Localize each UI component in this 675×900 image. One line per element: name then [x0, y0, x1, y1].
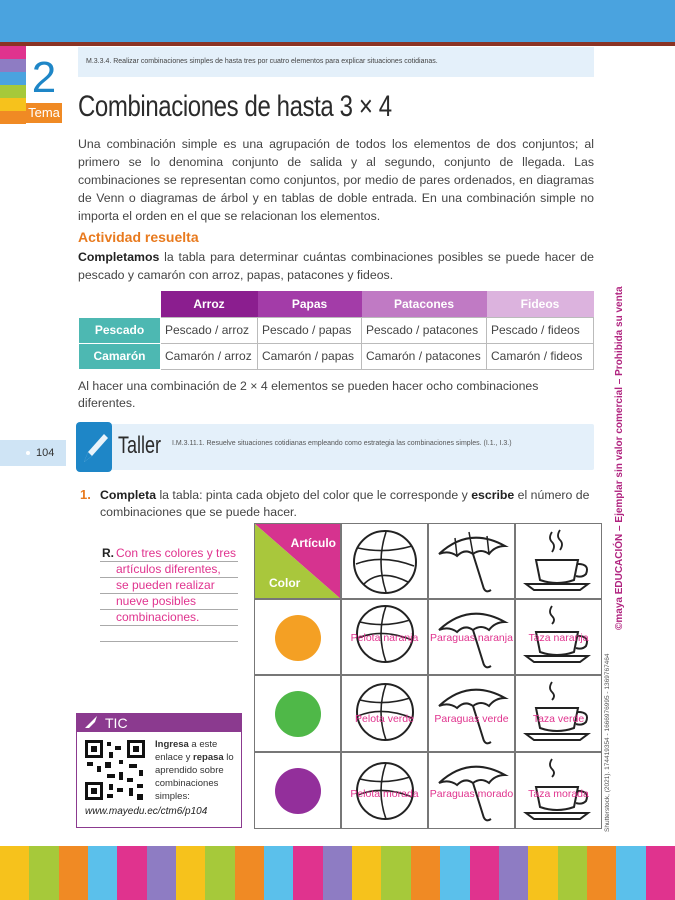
- footer-stripe: [88, 846, 117, 900]
- stripe: [0, 46, 26, 59]
- combo-cell[interactable]: [341, 599, 428, 675]
- footer-stripe: [352, 846, 381, 900]
- combo-label: Pelota morada: [350, 788, 419, 800]
- tema-number: 2: [31, 53, 57, 102]
- answer-label: R.: [102, 546, 114, 560]
- cup-icon: [516, 524, 603, 600]
- answer-line[interactable]: [100, 626, 238, 642]
- answer-line[interactable]: se pueden realizar: [100, 578, 238, 594]
- combo-label: Taza morada: [528, 788, 589, 800]
- table-cell: Camarón / arroz: [161, 343, 258, 369]
- question-text: [100, 487, 590, 521]
- conclusion-text: Al hacer una combinación de 2 × 4 elementos se pueden hacer ocho combinaciones diferentes.: [78, 379, 539, 410]
- row-header: Camarón: [79, 343, 161, 369]
- footer-stripe: [147, 846, 176, 900]
- color-cell-orange: [254, 599, 341, 675]
- taller-skill: I.M.3.11.1. Resuelve situaciones cotidianas empleando como estrategia las combinaciones simples. (I.1., I.3.): [172, 440, 512, 447]
- tic-text-a: a este enlace y: [155, 739, 218, 763]
- footer-stripe: [323, 846, 352, 900]
- question-middle: la tabla: pinta cada objeto del color que le corresponde y: [156, 488, 472, 502]
- color-cell-green: [254, 675, 341, 752]
- header-articulo: Artículo: [290, 536, 336, 550]
- table-cell: Camarón / patacones: [362, 343, 487, 369]
- combo-label: Pelota verde: [355, 713, 414, 725]
- skill-banner: M.3.3.4. Realizar combinaciones simples de hasta tres por cuatro elementos para explicar situaciones cotidianas.: [78, 47, 594, 77]
- table-cell: Pescado / patacones: [362, 317, 487, 343]
- stripe: [0, 98, 26, 111]
- footer-stripe: [205, 846, 234, 900]
- footer-stripe: [293, 846, 322, 900]
- table-header: Arroz: [161, 291, 258, 317]
- color-stripes: [0, 46, 26, 124]
- page-number: 104: [36, 447, 55, 459]
- combo-cell[interactable]: [428, 599, 515, 675]
- tic-text: [155, 738, 239, 803]
- combo-label: Paraguas naranja: [430, 632, 513, 644]
- orange-dot-icon: [255, 600, 342, 676]
- footer-stripe: [29, 846, 58, 900]
- table-cell: Pescado / arroz: [161, 317, 258, 343]
- combo-cell[interactable]: [428, 675, 515, 752]
- answer-line[interactable]: nueve posibles: [100, 594, 238, 610]
- page-dot: [26, 451, 30, 455]
- footer-stripe: [499, 846, 528, 900]
- table-header: Fideos: [487, 291, 594, 317]
- purple-dot-icon: [255, 753, 342, 830]
- green-dot-icon: [255, 676, 342, 753]
- tic-lead2: repasa: [193, 752, 224, 763]
- tic-header: [77, 714, 241, 732]
- table-row: [79, 343, 594, 369]
- table-cell: Camarón / fideos: [487, 343, 594, 369]
- combo-label: Paraguas verde: [434, 713, 509, 725]
- tema-label: Tema: [26, 103, 62, 123]
- footer-stripe: [528, 846, 557, 900]
- row-header: Pescado: [79, 317, 161, 343]
- table-header: Papas: [258, 291, 362, 317]
- combination-table: [78, 291, 594, 370]
- tic-text-b: lo aprendido sobre combinaciones simples:: [155, 752, 234, 802]
- footer-stripe: [616, 846, 645, 900]
- combo-cell[interactable]: [428, 752, 515, 829]
- activity-lead: Completamos: [78, 250, 160, 264]
- combo-cell[interactable]: [341, 752, 428, 829]
- activity-title: Actividad resuelta: [78, 229, 199, 245]
- footer-stripe: [440, 846, 469, 900]
- answer-line[interactable]: Con tres colores y tres: [100, 546, 238, 562]
- side-credit: Shutterstock, (2021). 174419354 - 1666976995 - 1369767464: [604, 653, 611, 832]
- combo-label: Taza naranja: [528, 632, 589, 644]
- side-brand: ©maya EDUCACIÓN – Ejemplar sin valor comercial – Prohibida su venta: [614, 286, 625, 630]
- question-lead2: escribe: [471, 488, 515, 502]
- table-cell: Pescado / fideos: [487, 317, 594, 343]
- footer-stripe: [411, 846, 440, 900]
- footer-stripe: [381, 846, 410, 900]
- footer-stripe: [0, 846, 29, 900]
- stripe: [0, 59, 26, 72]
- tic-link[interactable]: www.mayedu.ec/ctm6/p104: [85, 806, 208, 817]
- table-header: Patacones: [362, 291, 487, 317]
- header-color: Color: [269, 576, 301, 590]
- combo-cell[interactable]: [341, 675, 428, 752]
- footer-stripe: [235, 846, 264, 900]
- footer-stripe: [176, 846, 205, 900]
- table-corner: [79, 291, 161, 317]
- footer-stripe: [117, 846, 146, 900]
- combo-cell[interactable]: [515, 752, 602, 829]
- combo-label: Pelota naranja: [350, 632, 419, 644]
- stripe: [0, 85, 26, 98]
- umbrella-icon: [429, 524, 516, 600]
- header-umbrella: [428, 523, 515, 599]
- top-rule: [0, 42, 675, 46]
- stripe: [0, 72, 26, 85]
- combo-label: Paraguas morado: [429, 788, 514, 800]
- combo-cell[interactable]: [515, 599, 602, 675]
- activity-text: [78, 248, 594, 284]
- answer-line[interactable]: combinaciones.: [100, 610, 238, 626]
- table-row: [79, 317, 594, 343]
- question-number: 1.: [80, 487, 91, 502]
- question-end: el número de combinaciones que se puede hacer.: [100, 488, 590, 519]
- footer-stripe: [264, 846, 293, 900]
- intro-paragraph: Una combinación simple es una agrupación de todos los elementos de dos conjuntos; al primero se lo denomina conjunto de salida y al segundo, conjunto de llegada. Las combinaciones se representan como conjuntos, por medio de pares ordenados, en diagramas de Venn o diagramas de árbol y en tablas de doble entrada. En una combinación simple no importa el orden en el que se relacionan los elementos.: [78, 137, 594, 223]
- top-banner: [0, 0, 675, 42]
- table-cell: Camarón / papas: [258, 343, 362, 369]
- footer-stripe: [558, 846, 587, 900]
- pencil-icon: [76, 422, 112, 472]
- color-cell-purple: [254, 752, 341, 829]
- footer-stripe: [587, 846, 616, 900]
- page-title: Combinaciones de hasta 3 × 4: [78, 90, 392, 123]
- answer-lines: [100, 546, 238, 642]
- stripe: [0, 111, 26, 124]
- header-ball: [341, 523, 428, 599]
- combination-grid: [254, 523, 602, 829]
- combo-label: Taza verde: [532, 713, 585, 725]
- footer-stripe: [59, 846, 88, 900]
- question-lead: Completa: [100, 488, 157, 502]
- tic-lead: Ingresa: [155, 739, 189, 750]
- qr-code-icon[interactable]: [83, 738, 147, 802]
- answer-line[interactable]: artículos diferentes,: [100, 562, 238, 578]
- activity-body: la tabla para determinar cuántas combinaciones posibles se puede hacer de pescado y camarón con arroz, papas, patacones y fideos.: [78, 250, 594, 282]
- footer-stripe: [470, 846, 499, 900]
- page-tab: [0, 440, 66, 466]
- tic-box: [76, 713, 242, 828]
- combo-cell[interactable]: [515, 675, 602, 752]
- rocket-icon: [83, 716, 99, 730]
- table-cell: Pescado / papas: [258, 317, 362, 343]
- footer-stripes: [0, 846, 675, 900]
- header-cup: [515, 523, 602, 599]
- taller-title: Taller: [118, 432, 162, 459]
- tic-title: TIC: [105, 715, 128, 731]
- footer-stripe: [646, 846, 675, 900]
- grid-corner: [254, 523, 341, 599]
- ball-icon: [342, 524, 429, 600]
